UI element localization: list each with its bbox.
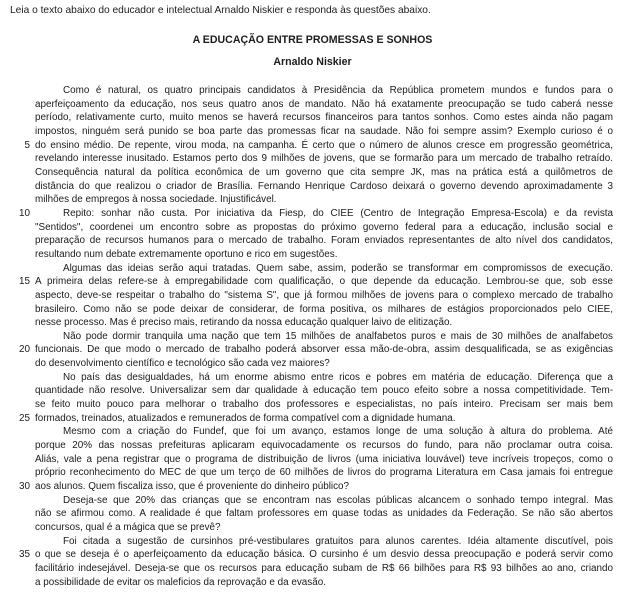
text-line (0, 371, 625, 385)
line-number: 25 (19, 412, 30, 424)
line-text: Deseja-se que 20% das crianças que se encontram nas escolas públicas alcancem o sonhado tempo integral. Mas (63, 494, 613, 506)
line-text: brasileiro. Como não se pode deixar de considerar, de forma positiva, os milhares de estágios proporcionados pelo CIEE, (35, 303, 613, 315)
line-number (0, 466, 35, 480)
line-text: período, relativamente curto, muito menos se haverá recursos financeiros para tantos sonhos. Como estes ainda não pagam (35, 112, 613, 124)
text-line (0, 343, 625, 357)
text-line (0, 535, 625, 549)
text-line (0, 98, 625, 112)
line-number (0, 576, 35, 590)
text-line (0, 412, 625, 426)
line-text: facilitário indesejável. Deseja-se que os recursos para educação subam de R$ 66 bilhões para R$ 93 bilhões ao ano, criando (35, 562, 613, 574)
text-line (0, 84, 625, 98)
line-text: distância do que realizou o criador de Brasília. Fernando Henrique Cardoso deixará o governo devendo aproximadamente 3 (35, 180, 613, 192)
text-line (0, 548, 625, 562)
line-text: milhões de empregos à nossa sociedade. Injustificável. (35, 194, 277, 206)
text-line (0, 262, 625, 276)
line-number: 30 (19, 481, 30, 493)
text-line (0, 303, 625, 317)
text-line (0, 221, 625, 235)
text-line (0, 330, 625, 344)
text-line (0, 316, 625, 330)
line-number (0, 248, 35, 262)
document-title: A EDUCAÇÃO ENTRE PROMESSAS E SONHOS (192, 34, 433, 46)
line-number: 35 (19, 549, 30, 561)
text-line (0, 289, 625, 303)
line-text: Consequência natural da política econômica de um governo que cita sempre JK, mas na prática está a quilômetros de (35, 166, 613, 178)
line-text: do ensino médio. De repente, virou moda, na campanha. É certo que o número de alunos cresce em progressão geométrica, (35, 139, 613, 151)
text-line (0, 494, 625, 508)
document-body (0, 84, 625, 589)
line-text: próprio reconhecimento do MEC de que um terço de 60 milhões de livros do programa Literatura em Casa jamais foi entregue (35, 467, 613, 479)
line-number (0, 398, 35, 412)
line-number (0, 152, 35, 166)
line-number (0, 562, 35, 576)
line-text: resultando num debate extremamente oportuno e rico em sugestões. (35, 248, 338, 260)
line-text: Algumas das ideias serão aqui tratadas. Quem sabe, assim, poderão se transformar em compromissos de execução. (63, 262, 613, 274)
line-text: Como é natural, os quatro principais candidatos à Presidência da República prometem mundos e fundos para o (63, 85, 613, 96)
line-number (0, 84, 35, 98)
text-line (0, 507, 625, 521)
line-text: quantidade não resolve. Universalizar sem dar qualidade à educação tem pouco efeito sobre a nossa competitividade. Tem- (35, 385, 613, 397)
line-text: Mesmo com a criação do Fundef, que foi um avanço, estamos longe de uma solução à altura do problema. Até (63, 426, 613, 438)
line-number (0, 193, 35, 207)
line-text: preparação de recursos humanos para o mercado de trabalho. Foram enviados representantes de alto nível dos candidatos, (35, 235, 613, 247)
text-line (0, 125, 625, 139)
line-number (0, 330, 35, 344)
line-text: não se afirmou como. A realidade é que faltam professores em quase todas as unidades da Federação. Se não são abertos (35, 508, 613, 520)
text-line (0, 466, 625, 480)
line-text: aspecto, deve-se respeitar o trabalho do "sistema S", que já formou milhões de jovens para o complexo mercado de trabalho (35, 289, 613, 301)
line-number (0, 535, 35, 549)
line-number: 20 (19, 344, 30, 356)
line-text: do desenvolvimento científico e tecnológico são cada vez maiores? (35, 358, 330, 370)
line-text: o que se deseja é o aperfeiçoamento da educação básica. O cursinho é um desvio dessa preocupação e poderá servir como (35, 549, 613, 561)
line-text: Foi citada a sugestão de cursinhos pré-vestibulares gratuitos para alunos carentes. Idéia altamente discutível, pois (63, 535, 613, 547)
text-line (0, 384, 625, 398)
line-number (0, 371, 35, 385)
text-line (0, 576, 625, 590)
line-text: revelando interesse inusitado. Estamos perto dos 9 milhões de jovens, que se formarão para um mercado de trabalho retraído. (35, 153, 613, 165)
text-line (0, 234, 625, 248)
line-text: No país das desigualdades, há um enorme abismo entre ricos e pobres em matéria de educação. Diferença que a (63, 371, 613, 383)
text-line (0, 193, 625, 207)
line-text: nesse processo. Mas é preciso mais, retirando da nossa educação qualquer laivo de elitização. (35, 317, 453, 329)
text-line (0, 439, 625, 453)
line-number (0, 357, 35, 371)
text-line (0, 357, 625, 371)
text-line (0, 111, 625, 125)
line-text: "Sentidos", coordenei um encontro sobre as propostas do próximo governo federal para a educação, inclusão social e (35, 221, 613, 233)
line-number (0, 439, 35, 453)
text-line (0, 180, 625, 194)
line-number (0, 262, 35, 276)
line-number (0, 125, 35, 139)
line-number (0, 234, 35, 248)
line-number (0, 180, 35, 194)
line-text: Repito: sonhar não custa. Por iniciativa da Fiesp, do CIEE (Centro de Integração Empresa-Escola) e da revista (63, 207, 613, 219)
line-text: A primeira delas refere-se à empregabilidade com qualificação, o que depende da educação. Lembrou-se que, sob esse (35, 276, 613, 288)
line-text: Aliás, vale a pena registrar que o programa de distribuição de livros (uma iniciativa louvável) teve incríveis tropeços, como o (35, 453, 613, 465)
line-number (0, 111, 35, 125)
line-number (0, 303, 35, 317)
line-number (0, 453, 35, 467)
line-number (0, 166, 35, 180)
line-text: aperfeiçoamento da educação, nos seus quatro anos de mandato. Não há exatamente preocupação se tudo caberá nesse (35, 98, 613, 110)
line-number (0, 316, 35, 330)
text-line (0, 521, 625, 535)
line-text: impostos, ninguém será punido se boa parte das promessas ficar na saudade. Não foi sempre assim? Exemplo curioso é o (35, 125, 613, 137)
text-line (0, 453, 625, 467)
line-number (0, 98, 35, 112)
line-text: funcionais. De que modo o mercado de trabalho poderá absorver essa mão-de-obra, assim desqualificada, se as exigências (35, 344, 613, 356)
text-line (0, 248, 625, 262)
line-number: 15 (19, 276, 30, 288)
line-number (0, 507, 35, 521)
line-number (0, 494, 35, 508)
line-number (0, 221, 35, 235)
text-line (0, 425, 625, 439)
text-line (0, 166, 625, 180)
text-line (0, 562, 625, 576)
text-line (0, 398, 625, 412)
line-text: a possibilidade de evitar os maleficios da reprovação e da evasão. (35, 576, 326, 588)
document-author: Arnaldo Niskier (273, 56, 352, 68)
line-text: aos alunos. Quem fiscaliza isso, que é proveniente do dinheiro público? (35, 481, 349, 493)
text-line (0, 139, 625, 153)
line-text: concursos, qual é a mágica que se prevê? (35, 522, 221, 533)
line-number (0, 425, 35, 439)
line-number (0, 521, 35, 535)
line-number (0, 384, 35, 398)
line-text: Não pode dormir tranquila uma nação que tem 15 milhões de analfabetos puros e mais de 30 milhões de analfabetos (63, 330, 613, 342)
text-line (0, 207, 625, 221)
text-line (0, 275, 625, 289)
text-line (0, 480, 625, 494)
line-text: porque 20% das nossas prefeituras aplicaram equivocadamente os recursos do fundo, para não proclamar outra coisa. (35, 440, 613, 452)
line-number: 5 (24, 139, 30, 151)
line-number: 10 (19, 207, 30, 219)
line-number (0, 289, 35, 303)
line-text: formados, treinados, atualizados e remunerados de forma compatível com a dignidade humana. (35, 412, 456, 424)
line-text: se feito muito pouco para melhorar o trabalho dos professores e especialistas, no país inteiro. Precisam ser mais bem (35, 399, 613, 411)
text-line (0, 152, 625, 166)
instruction-text: Leia o texto abaixo do educador e intelectual Arnaldo Niskier e responda às questões abaixo. (10, 5, 431, 16)
